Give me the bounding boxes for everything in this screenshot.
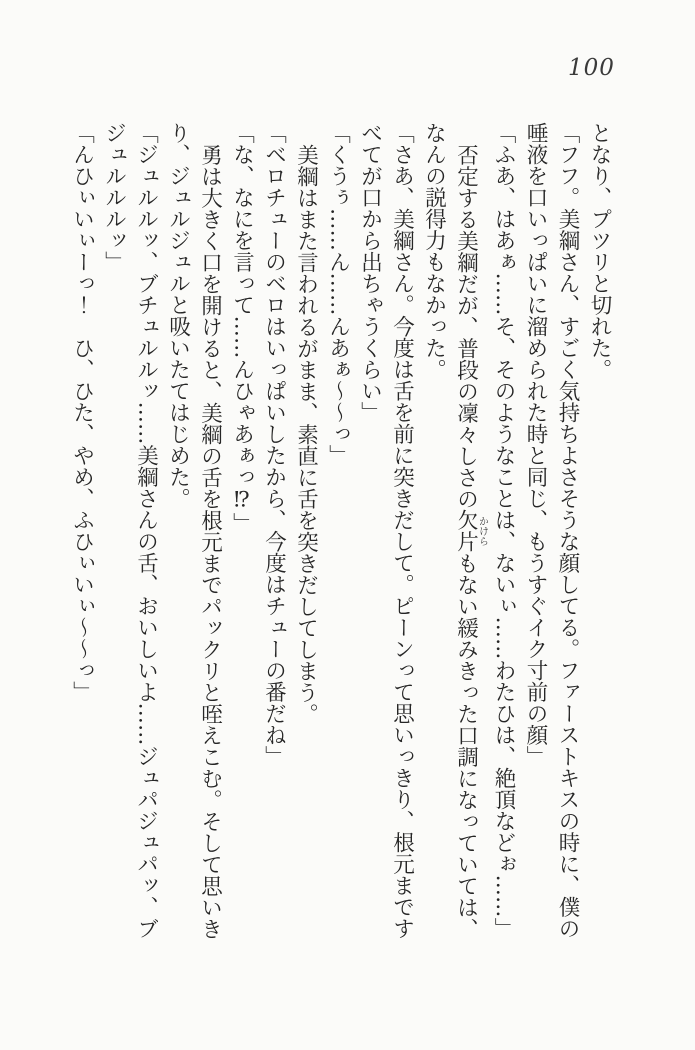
text-line: 「ジュルルッ、ブチュルルッ……美綱さんの舌、おいしいよ……ジュパジュパッ、ブ [133,122,159,939]
text-line: 「んひぃいぃーっ！ ひ、ひた、やめ、ふひぃいぃ～～っ」 [69,122,95,703]
text-line: 「な、なにを言って……んひゃあぁっ⁉」 [229,122,255,534]
page-number: 100 [568,55,615,81]
ruby-text: かけら [476,509,488,552]
text-line: 「フフ。美綱さん、すごく気持ちよさそうな顔してる。ファーストキスの時に、僕の [555,122,580,939]
text-line: 美綱はまた言われるがまま、素直に舌を突きだしてしまう。 [293,143,319,724]
text-line: 「くうぅ……ん……んあぁ～～っ」 [325,122,351,466]
text-segment: もない緩みきった口調になっていては、 [453,552,479,939]
furigana-ruby [453,509,488,552]
text-line: 唾液を口いっぱいに溜められた時と同じ、もうすぐイク寸前の顔」 [523,122,548,767]
text-segment: 否定する美綱だが、普段の凜々しさの [453,143,479,509]
text-line: ジュルルルッ」 [101,122,127,273]
text-line: なんの説得力もなかった。 [421,122,447,380]
text-line: り、ジュルジュルと吸いたてはじめた。 [165,122,191,509]
vertical-text-block [67,122,615,940]
text-line: 「さあ、美綱さん。今度は舌を前に突きだして。ピーンって思いっきり、根元まです [389,122,415,939]
text-line: 勇は大きく口を開けると、美綱の舌を根元までパックリと咥えこむ。そして思いき [197,143,223,939]
text-line: 「ベロチューのベロはいっぱいしたから、今度はチューの番だね」 [261,122,287,767]
text-line: となり、プツリと切れた。 [587,122,612,380]
text-line-with-furigana [450,122,488,940]
text-line: べてが口から出ちゃうくらい」 [357,122,383,423]
ruby-base: 欠片 [453,509,479,552]
text-line: 「ふあ、はあぁ……そ、そのようなことは、ないぃ……わたひは、絶頂などぉ……」 [491,122,516,939]
